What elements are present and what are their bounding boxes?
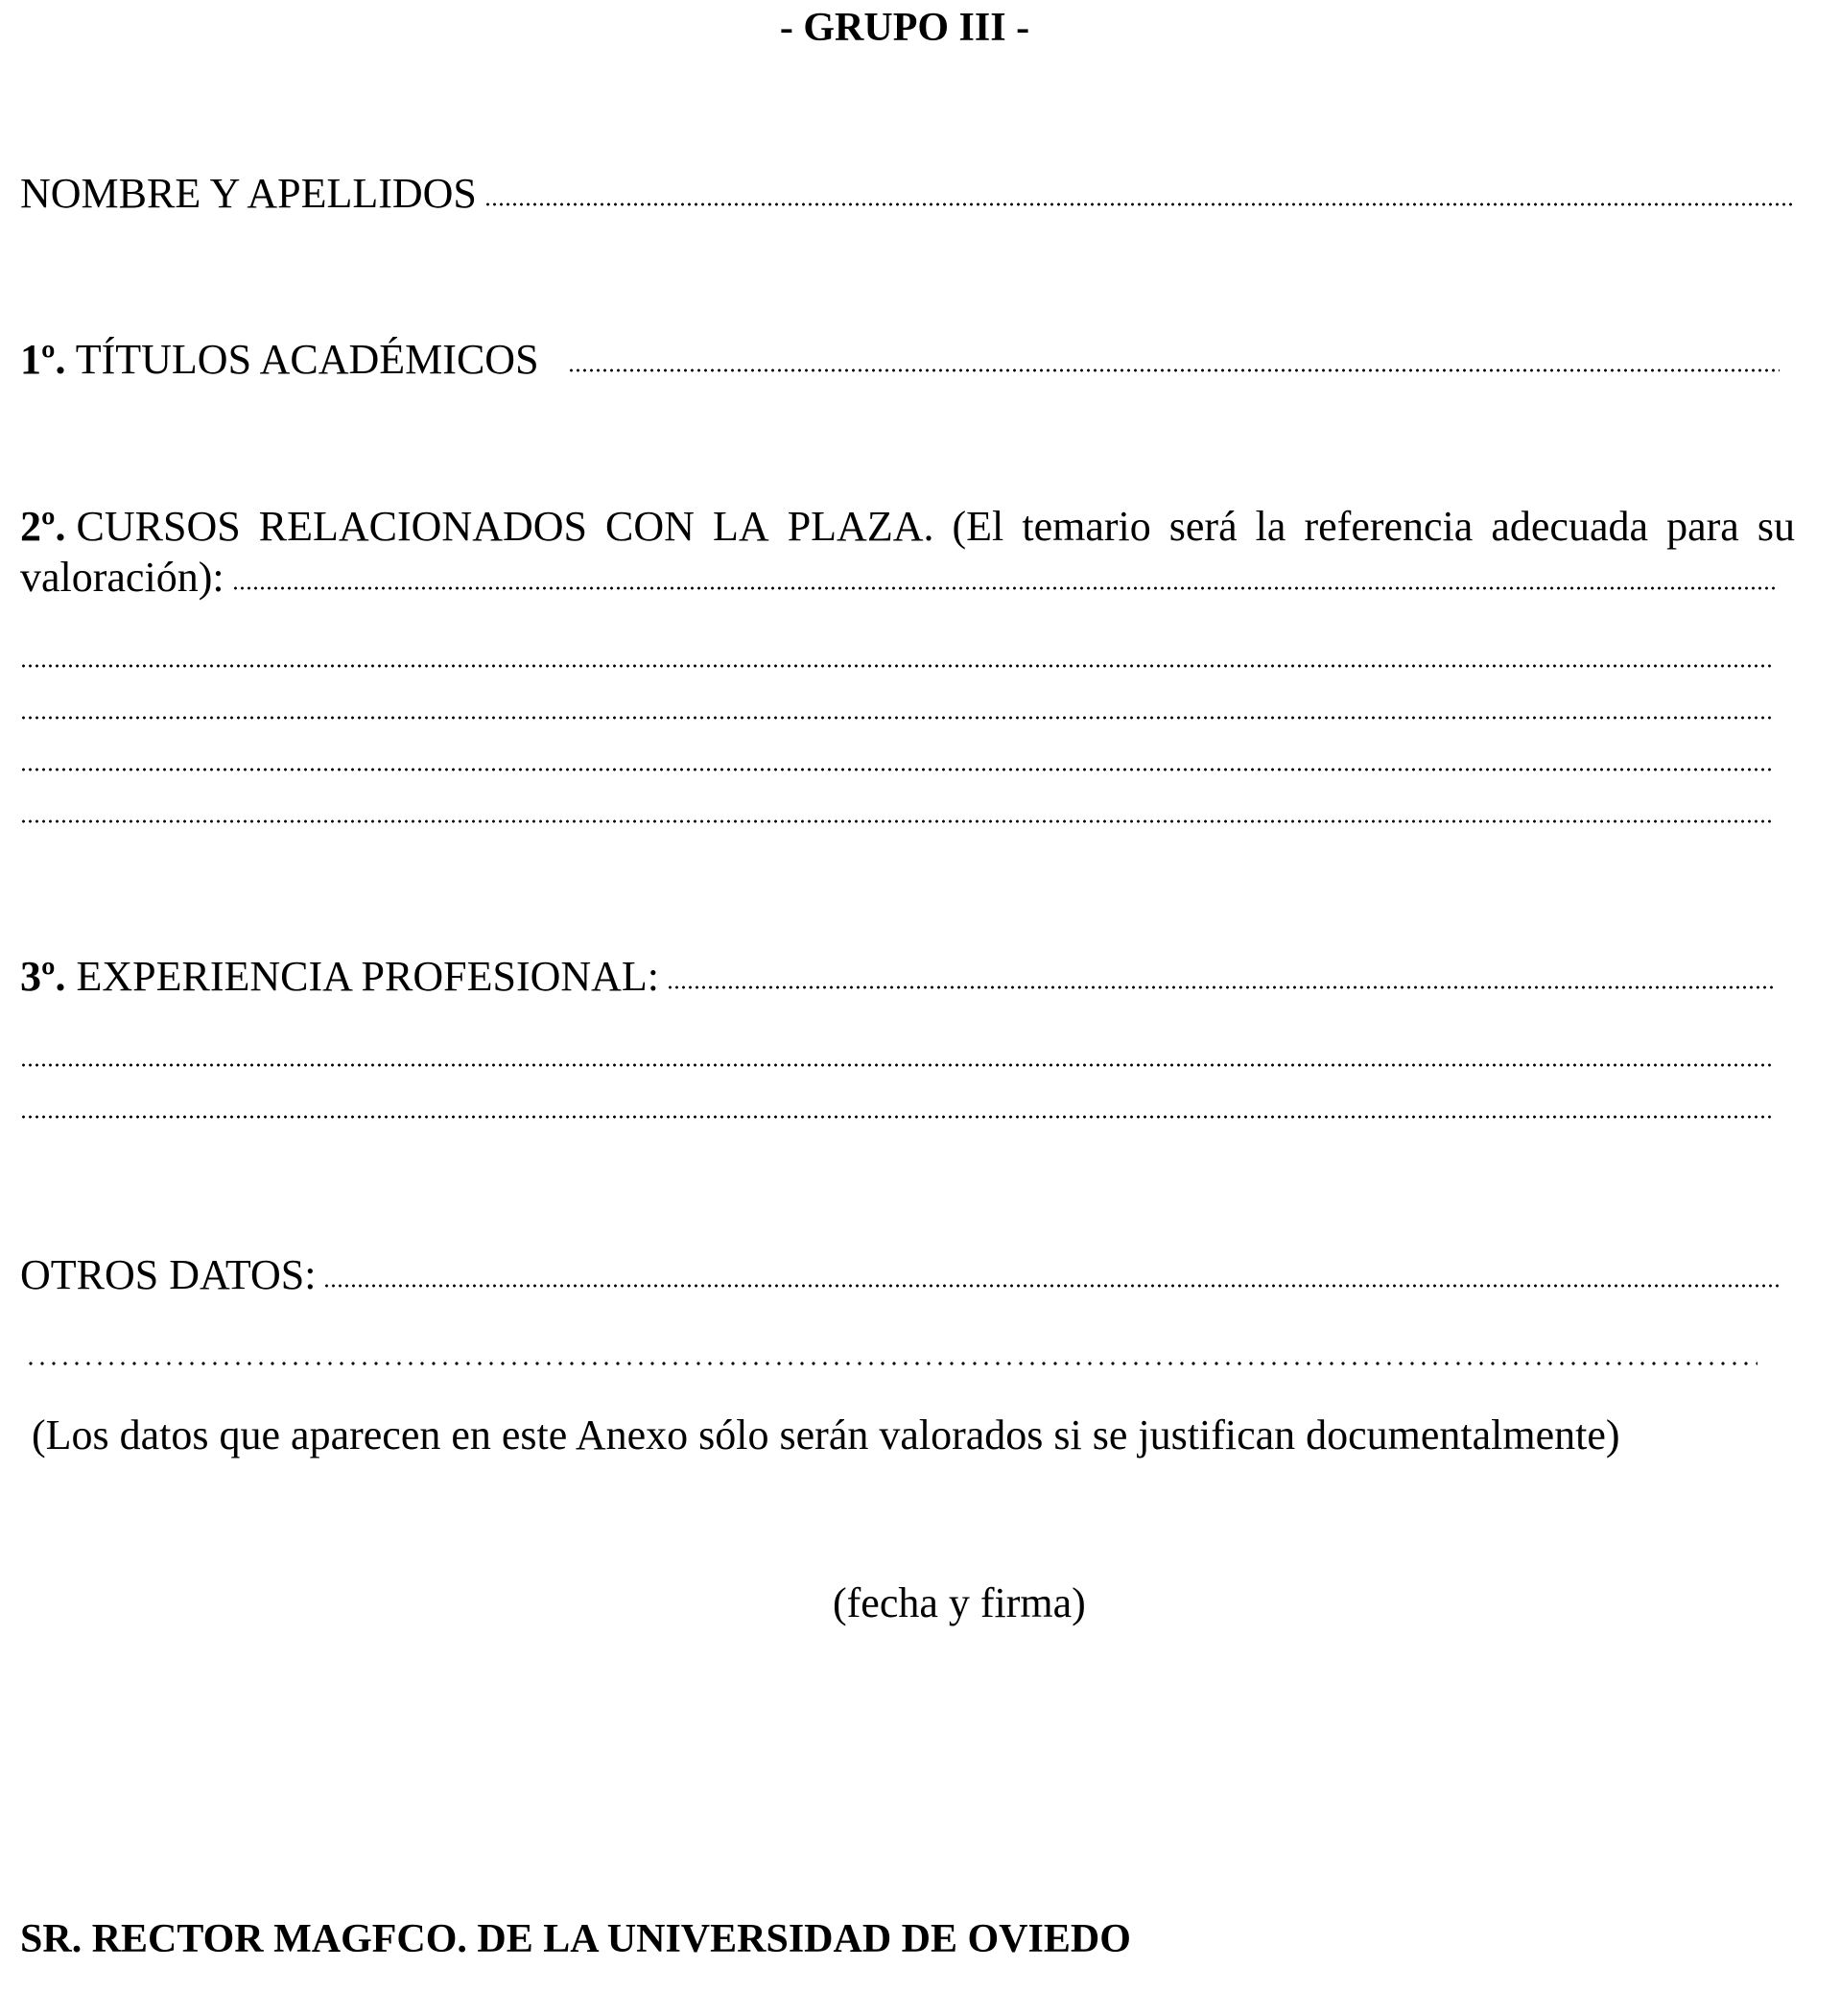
- cursos-label-word: RELACIONADOS: [258, 503, 587, 550]
- otros-fill-line: [323, 1283, 1780, 1289]
- cursos-label-word: LA: [713, 503, 769, 550]
- otros-field: [20, 1251, 1780, 1298]
- experiencia-label: EXPERIENCIA PROFESIONAL:: [76, 953, 660, 1000]
- titulos-field: [20, 336, 1780, 383]
- experiencia-fill-line: [667, 984, 1776, 990]
- documentation-note: (Los datos que aparecen en este Anexo sólo serán valorados si se justifican documentalmente): [32, 1411, 1620, 1459]
- cursos-label-continued: valoración):: [20, 554, 224, 601]
- cursos-fill-line: [232, 585, 1776, 591]
- titulos-number: 1º.: [20, 336, 66, 383]
- otros-extra-line: [25, 1361, 1757, 1366]
- cursos-field: [20, 554, 1776, 601]
- nombre-fill-line: [484, 202, 1793, 207]
- cursos-extra-line-2: [20, 715, 1772, 721]
- cursos-label-word: la: [1255, 503, 1286, 550]
- cursos-label-word: CURSOS: [76, 503, 241, 550]
- cursos-label-word: PLAZA.: [787, 503, 934, 550]
- cursos-label-word: adecuada: [1491, 503, 1649, 550]
- experiencia-extra-line-2: [20, 1114, 1772, 1120]
- page-title: - GRUPO III -: [779, 6, 1030, 50]
- cursos-extra-line-3: [20, 767, 1772, 772]
- titulos-fill-line: [568, 368, 1780, 373]
- cursos-extra-line-1: [20, 663, 1772, 669]
- experiencia-field: [20, 953, 1776, 1000]
- nombre-label: NOMBRE Y APELLIDOS: [20, 170, 477, 217]
- cursos-label-word: para: [1666, 503, 1739, 550]
- experiencia-extra-line-1: [20, 1062, 1772, 1068]
- titulos-label: TÍTULOS ACADÉMICOS: [75, 336, 539, 383]
- cursos-number: 2º.: [20, 503, 66, 550]
- cursos-label-line: [20, 503, 1795, 550]
- cursos-label-word: será: [1168, 503, 1238, 550]
- cursos-label-word: su: [1757, 503, 1795, 550]
- cursos-label-word: (El: [952, 503, 1004, 550]
- signature-caption: (fecha y firma): [833, 1579, 1086, 1626]
- experiencia-number: 3º.: [20, 953, 66, 1000]
- nombre-field: [20, 170, 1793, 217]
- cursos-label-word: referencia: [1304, 503, 1474, 550]
- cursos-label-word: temario: [1022, 503, 1151, 550]
- addressee: SR. RECTOR MAGFCO. DE LA UNIVERSIDAD DE OVIEDO: [20, 1917, 1131, 1961]
- cursos-label-start: [20, 503, 241, 550]
- cursos-extra-line-4: [20, 818, 1772, 824]
- cursos-label-word: CON: [605, 503, 695, 550]
- otros-label: OTROS DATOS:: [20, 1251, 317, 1298]
